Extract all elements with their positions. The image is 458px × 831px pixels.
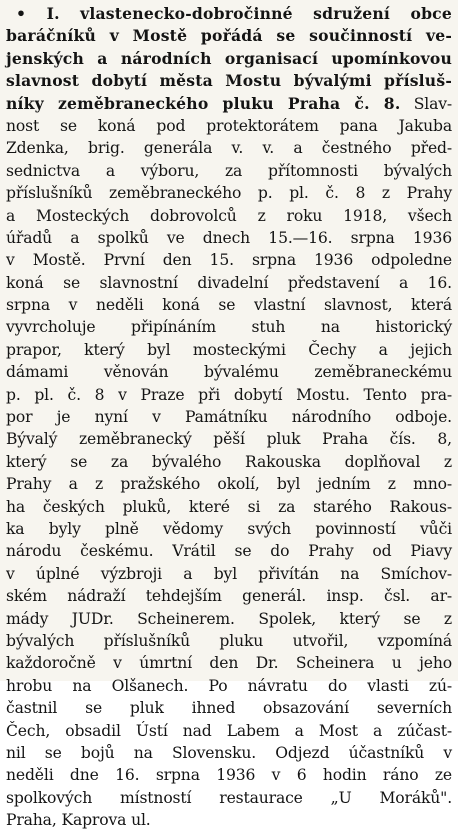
article-line: Čech, obsadil Ústí nad Labem a Most a zúčast-: [6, 721, 452, 740]
article-line: hrobu na Olšanech. Po návratu do vlasti zú-: [6, 676, 452, 695]
article-line: úřadů a spolků ve dnech 15.—16. srpna 1936: [6, 228, 452, 247]
article-line: častnil se pluk ihned obsazování severních: [6, 699, 452, 718]
article-line-regular-part: Slav-: [413, 94, 453, 113]
article-line: dámami věnován bývalému zeměbraneckému: [6, 363, 452, 382]
article-line-bold-part: níky zeměbraneckého pluku Praha č. 8.: [6, 93, 401, 113]
article-line: spolkových místností restaurace „U Moráků".: [6, 788, 452, 807]
article-line: Prahy a z pražského okolí, byl jedním z mno-: [6, 475, 452, 494]
article-line: který se za bývalého Rakouska doplňoval z: [6, 452, 452, 471]
article-line: prapor, který byl mosteckými Čechy a jejich: [6, 340, 452, 359]
article-line: baráčníků v Mostě pořádá se součinností ve-: [6, 26, 452, 46]
article-line: jenských a národních organisací upomínkovou: [6, 48, 452, 68]
article-line: mády JUDr. Scheinerem. Spolek, který se z: [6, 609, 452, 628]
article-line: ka byly plně vědomy svých povinností vůči: [6, 519, 452, 538]
article-line: Praha, Kaprova ul.: [6, 811, 151, 830]
article-line: a Mosteckých dobrovolců z roku 1918, všech: [6, 206, 452, 225]
article-line: ském nádraží tehdejším generál. insp. čsl. ar-: [6, 587, 452, 606]
article-line: neděli dne 16. srpna 1936 v 6 hodin ráno ze: [6, 766, 452, 785]
article-line: Bývalý zeměbranecký pěší pluk Praha čís. 8,: [6, 430, 452, 449]
article-line: příslušníků zeměbraneckého p. pl. č. 8 z Prahy: [6, 184, 452, 203]
article-line: národu českému. Vrátil se do Prahy od Piavy: [6, 542, 452, 561]
article-line: por je nyní v Památníku národního odboje.: [6, 408, 452, 427]
article-line: každoročně v úmrtní den Dr. Scheinera u jeho: [6, 654, 452, 673]
article-line: vyvrcholuje připínáním stuh na historický: [6, 318, 452, 337]
article-line: srpna v neděli koná se vlastní slavnost, která: [6, 296, 452, 315]
article-line: nil se bojů na Slovensku. Odjezd účastníků v: [6, 743, 452, 762]
article-line: bývalých příslušníků pluku utvořil, vzpomíná: [6, 631, 452, 650]
article-line-mixed: [6, 93, 452, 115]
article-line: sednictva a výboru, za přítomnosti bývalých: [6, 161, 452, 180]
article-line: p. pl. č. 8 v Praze při dobytí Mostu. Tento pra-: [6, 385, 452, 404]
article-line: Zdenka, brig. generála v. v. a čestného před-: [6, 139, 452, 158]
article-line: v úplné výzbroji a byl přivítán na Smíchov-: [6, 564, 452, 583]
article-line: ha českých pluků, které si za starého Rakous-: [6, 497, 452, 516]
article-line: • I. vlastenecko-dobročinné sdružení obce: [16, 4, 452, 23]
article-line: slavnost dobytí města Mostu bývalými přísluš-: [6, 71, 452, 91]
article-text: [6, 3, 452, 831]
article-line: nost se koná pod protektorátem pana Jakuba: [6, 116, 452, 135]
article-line: koná se slavnostní divadelní představení a 16.: [6, 273, 452, 292]
article-line: v Mostě. První den 15. srpna 1936 odpoledne: [6, 251, 452, 270]
